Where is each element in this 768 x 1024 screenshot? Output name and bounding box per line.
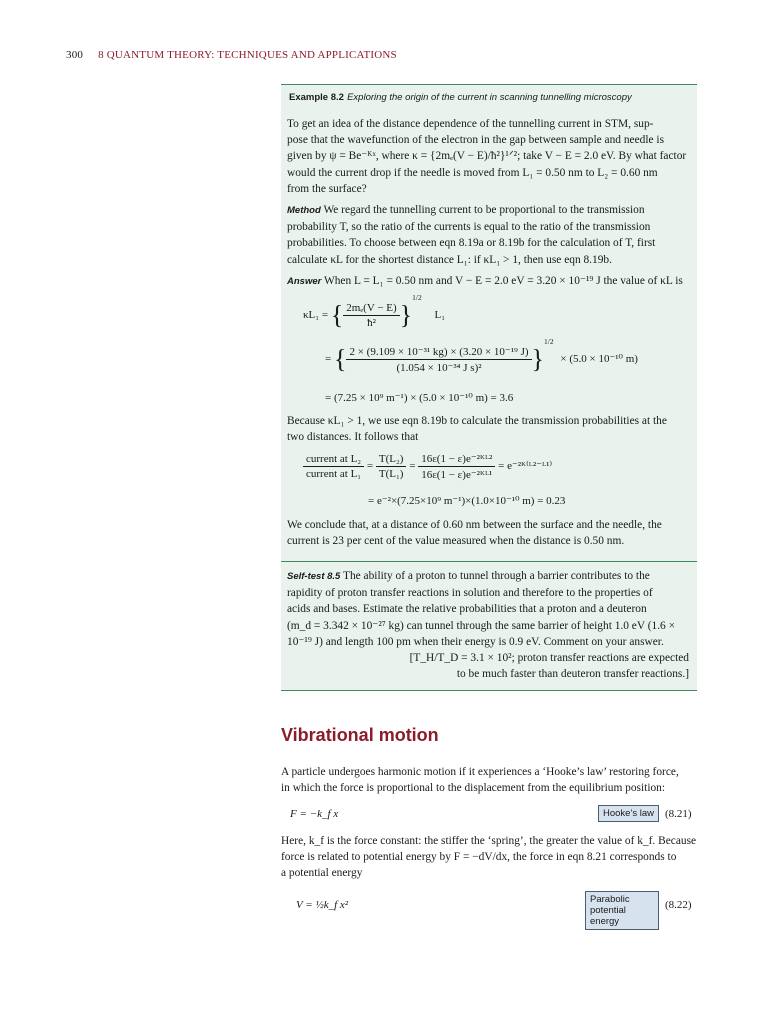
equation-ratio-value: = e⁻²×(7.25×10⁹ m⁻¹)×(1.0×10⁻¹⁰ m) = 0.23 (368, 495, 566, 507)
self-test-answer: [T_H/T_D = 3.1 × 10²; proton transfer reactions are expected (409, 652, 689, 665)
equation-8-21: F = −k_f x (290, 808, 339, 820)
example-title: Example 8.2 (289, 92, 344, 103)
right-brace: } (399, 300, 413, 330)
ratio-den-mid: T(L₁) (378, 468, 404, 480)
because-block (287, 413, 689, 445)
self-test-line: acids and bases. Estimate the relative probabilities that a proton and a deuteron (287, 603, 647, 616)
equation-number-8-22: (8.22) (665, 899, 692, 911)
ratio-num-right: 16ε(1 − ε)e⁻²ᴷᴸ² (418, 452, 495, 467)
method-block (287, 202, 689, 268)
ratio-right-fraction (418, 452, 495, 481)
section-intro (281, 764, 697, 796)
here-line: force is related to potential energy by F = −dV/dx, the force in eqn 8.21 corresponds to (281, 851, 677, 864)
eq1-lhs: κL₁ = (303, 309, 329, 321)
answer-block (287, 273, 689, 290)
because-line: two distances. It follows that (287, 431, 419, 444)
intro-line: A particle undergoes harmonic motion if it experiences a ‘Hooke’s law’ restoring force, (281, 766, 679, 778)
equation-ratio (303, 452, 552, 481)
conclusion-block (287, 517, 689, 549)
eq2-tail: × (5.0 × 10⁻¹⁰ m) (560, 353, 638, 365)
equation-8-22: V = ½k_f x² (296, 899, 349, 911)
conclusion-line: current is 23 per cent of the value measured when the distance is 0.50 nm. (287, 535, 625, 548)
section-here (281, 833, 697, 882)
self-test-bottom-rule (281, 690, 697, 691)
self-test-line: 10⁻¹⁹ J) and length 100 pm when their energy is 0.9 eV. Comment on your answer. (287, 635, 664, 648)
eq1-numerator: 2mₑ(V − E) (343, 302, 399, 316)
method-label: Method (287, 205, 321, 216)
eq1-tail: L₁ (434, 309, 446, 321)
equation-result: = (7.25 × 10⁹ m⁻¹) × (5.0 × 10⁻¹⁰ m) = 3.6 (325, 392, 514, 404)
section-title: Vibrational motion (281, 725, 439, 745)
ratio-den-left: current at L₁ (306, 468, 362, 480)
eq2-fraction (346, 345, 531, 374)
ratio-result: = e⁻²ᴷ⁽ᴸ²⁻ᴸ¹⁾ (498, 460, 553, 473)
problem-line: To get an idea of the distance dependence of the tunnelling current in STM, sup- (287, 118, 654, 130)
method-line (287, 202, 689, 219)
because-line: Because κL₁ > 1, we use eqn 8.19b to calculate the transmission probabilities at the (287, 415, 667, 427)
tag-line: potential energy (590, 905, 626, 927)
problem-line: from the surface? (287, 182, 367, 195)
page-number: 300 (66, 49, 84, 61)
ratio-mid-fraction (376, 453, 407, 480)
ratio-num-left: current at L₂ (303, 453, 364, 467)
here-line: Here, k_f is the force constant: the stiffer the ‘spring’, the greater the value of k_f. Because (281, 835, 697, 847)
self-test-line (287, 568, 689, 585)
parabolic-potential-tag (585, 891, 659, 930)
tag-line: Parabolic (590, 894, 630, 905)
equals-sign: = (409, 460, 416, 473)
equals-sign: = (366, 460, 374, 473)
intro-line: in which the force is proportional to the displacement from the equilibrium position: (281, 782, 666, 795)
ratio-num-mid: T(L₂) (376, 453, 407, 467)
problem-line: given by ψ = Be⁻ᴷˣ, where κ = {2mₑ(V − E)/ħ²}¹ᐟ²; take V − E = 2.0 eV. By what factor (287, 150, 687, 163)
eq1-power: 1/2 (412, 293, 422, 302)
eq1-fraction (343, 302, 399, 329)
answer-label: Answer (287, 276, 322, 287)
ratio-left-fraction (303, 453, 364, 480)
self-test-answer: to be much faster than deuteron transfer reactions.] (456, 668, 689, 681)
example-subtitle: Exploring the origin of the current in scanning tunnelling microscopy (347, 92, 632, 103)
example-heading (289, 91, 689, 103)
answer-text: When L = L₁ = 0.50 nm and V − E = 2.0 eV = 3.20 × 10⁻¹⁹ J the value of κL is (323, 275, 683, 287)
equation-numeric (325, 337, 638, 374)
right-brace: } (531, 344, 545, 374)
left-brace: { (333, 344, 347, 374)
equation-kappa-l1 (303, 293, 446, 330)
method-line: probabilities. To choose between eqn 8.19a or 8.19b for the calculation of T, first (287, 237, 656, 250)
left-brace: { (330, 300, 344, 330)
eq2-denominator: (1.054 × 10⁻³⁴ J s)² (396, 361, 482, 374)
self-test-line: (m_d = 3.342 × 10⁻²⁷ kg) can tunnel through the same barrier of height 1.0 eV (1.6 × (287, 619, 676, 632)
self-test-block (287, 568, 689, 682)
method-line: calculate κL for the shortest distance L₁: if κL₁ > 1, then use eqn 8.19b. (287, 253, 612, 266)
eq2-numerator: 2 × (9.109 × 10⁻³¹ kg) × (3.20 × 10⁻¹⁹ J) (346, 345, 531, 360)
problem-line: pose that the wavefunction of the electron in the gap between sample and needle is (287, 134, 665, 147)
self-test-text: The ability of a proton to tunnel through a barrier contributes to the (342, 570, 650, 582)
method-text: We regard the tunnelling current to be proportional to the transmission (323, 204, 645, 216)
answer-line (287, 273, 689, 290)
ratio-den-right: 16ε(1 − ε)e⁻²ᴷᴸ¹ (421, 469, 493, 481)
self-test-label: Self-test 8.5 (287, 571, 341, 582)
eq2-power: 1/2 (544, 337, 554, 346)
chapter-title: 8 QUANTUM THEORY: TECHNIQUES AND APPLICATIONS (98, 49, 397, 61)
eq2-equals: = (325, 353, 332, 365)
example-top-rule (281, 84, 697, 85)
hookes-law-tag: Hooke’s law (598, 805, 659, 822)
self-test-line: rapidity of proton transfer reactions in solution and therefore to the properties of (287, 587, 653, 600)
eq1-denominator: ħ² (367, 316, 376, 329)
here-line: a potential energy (281, 867, 363, 880)
problem-line: would the current drop if the needle is moved from L₁ = 0.50 nm to L₂ = 0.60 nm (287, 166, 658, 179)
conclusion-line: We conclude that, at a distance of 0.60 nm between the surface and the needle, the (287, 519, 662, 531)
method-line: probability T, so the ratio of the currents is equal to the ratio of the transmission (287, 221, 651, 234)
equation-number-8-21: (8.21) (665, 808, 692, 820)
example-problem (287, 116, 689, 197)
running-header (66, 49, 397, 61)
